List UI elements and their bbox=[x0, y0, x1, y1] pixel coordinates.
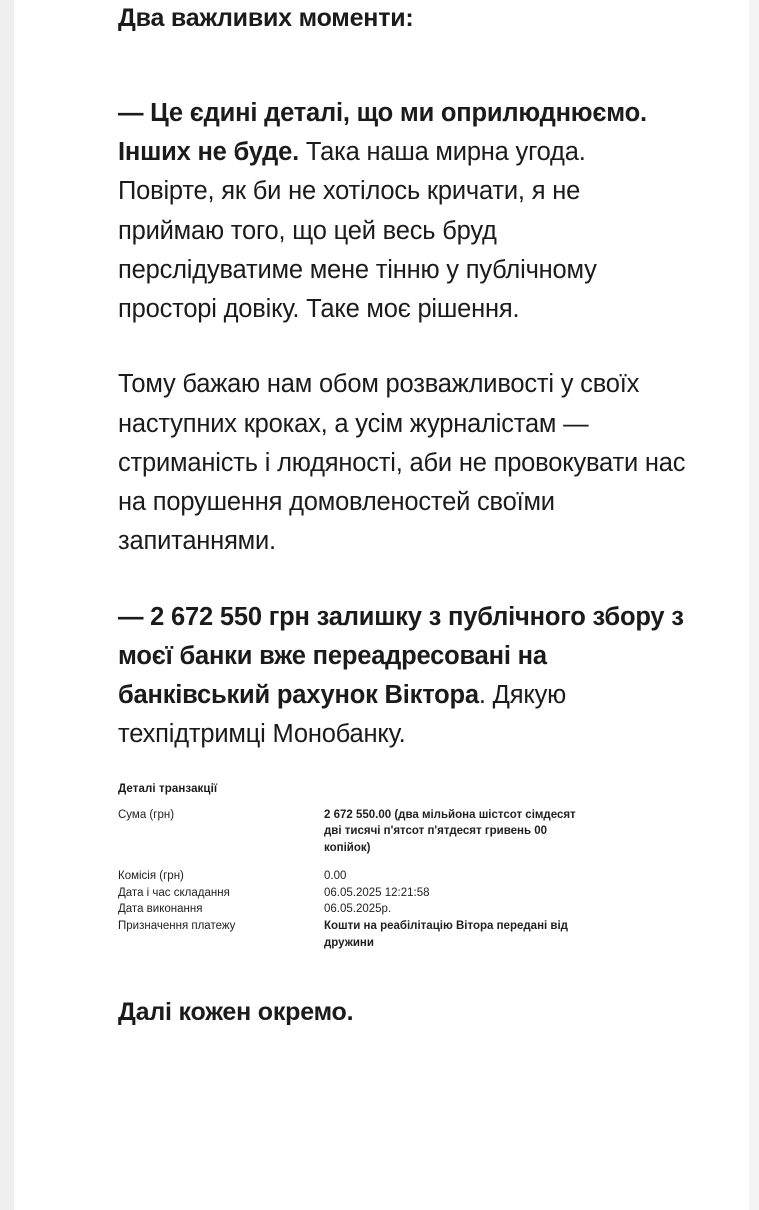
left-page-edge bbox=[0, 0, 14, 1210]
closing-line: Далі кожен окремо. bbox=[118, 997, 354, 1026]
page-title: Два важливих моменти: bbox=[118, 4, 414, 32]
paragraph-three bbox=[118, 598, 688, 755]
receipt-value-fee: 0.00 bbox=[324, 869, 347, 882]
receipt-label-amount: Сума (грн) bbox=[118, 808, 175, 821]
transaction-receipt bbox=[118, 781, 580, 952]
receipt-label-purpose: Призначення платежу bbox=[118, 920, 236, 933]
paragraph-one-rest: Така наша мирна угода. Повірте, як би не хотілось кричати, я не приймаю того, що цей весь бруд перслідуватиме мене тінню у публічному просторі довіку. Таке моє рішення. bbox=[118, 138, 597, 324]
receipt-title: Деталі транзакції bbox=[118, 782, 218, 795]
receipt-row-purpose bbox=[118, 918, 580, 952]
paragraph-three-emphasis: — 2 672 550 грн залишку з публічного збору з моєї банки вже переадресовані на банківський рахунок Віктора bbox=[118, 602, 684, 710]
document-content bbox=[118, 0, 688, 1027]
receipt-value-executed: 06.05.2025р. bbox=[324, 903, 392, 916]
receipt-row-fee bbox=[118, 868, 580, 885]
receipt-label-executed: Дата виконання bbox=[118, 903, 203, 916]
receipt-row-created bbox=[118, 885, 580, 902]
receipt-value-purpose: Кошти на реабілітацію Вітора передані від дружини bbox=[324, 920, 568, 949]
spacer bbox=[118, 36, 688, 94]
receipt-value-amount: 2 672 550.00 (два мільйона шістсот сімдесят дві тисячі п'ятсот п'ятдесят гривень 00 копійок) bbox=[324, 808, 576, 855]
receipt-label-created: Дата і час складання bbox=[118, 886, 230, 899]
receipt-label-fee: Комісія (грн) bbox=[118, 869, 184, 882]
spacer bbox=[118, 755, 688, 781]
paragraph-two: Тому бажаю нам обом розважливості у своїх наступних кроках, а усім журналістам — стриманість і людяності, аби не провокувати нас на порушення домовленостей своїми запитаннями. bbox=[118, 370, 686, 556]
right-page-edge bbox=[749, 0, 759, 1210]
receipt-row-executed bbox=[118, 901, 580, 918]
paragraph-one bbox=[118, 94, 688, 330]
spacer bbox=[118, 952, 688, 998]
paragraph-one-emphasis: — Це єдині деталі, що ми оприлюднюємо. Інших не буде. bbox=[118, 98, 647, 167]
spacer bbox=[118, 562, 688, 598]
paragraph-three-rest: . Дякую техпідтримці Монобанку. bbox=[118, 681, 567, 749]
receipt-value-created: 06.05.2025 12:21:58 bbox=[324, 886, 430, 899]
spacer bbox=[118, 329, 688, 365]
receipt-row-amount bbox=[118, 807, 580, 857]
